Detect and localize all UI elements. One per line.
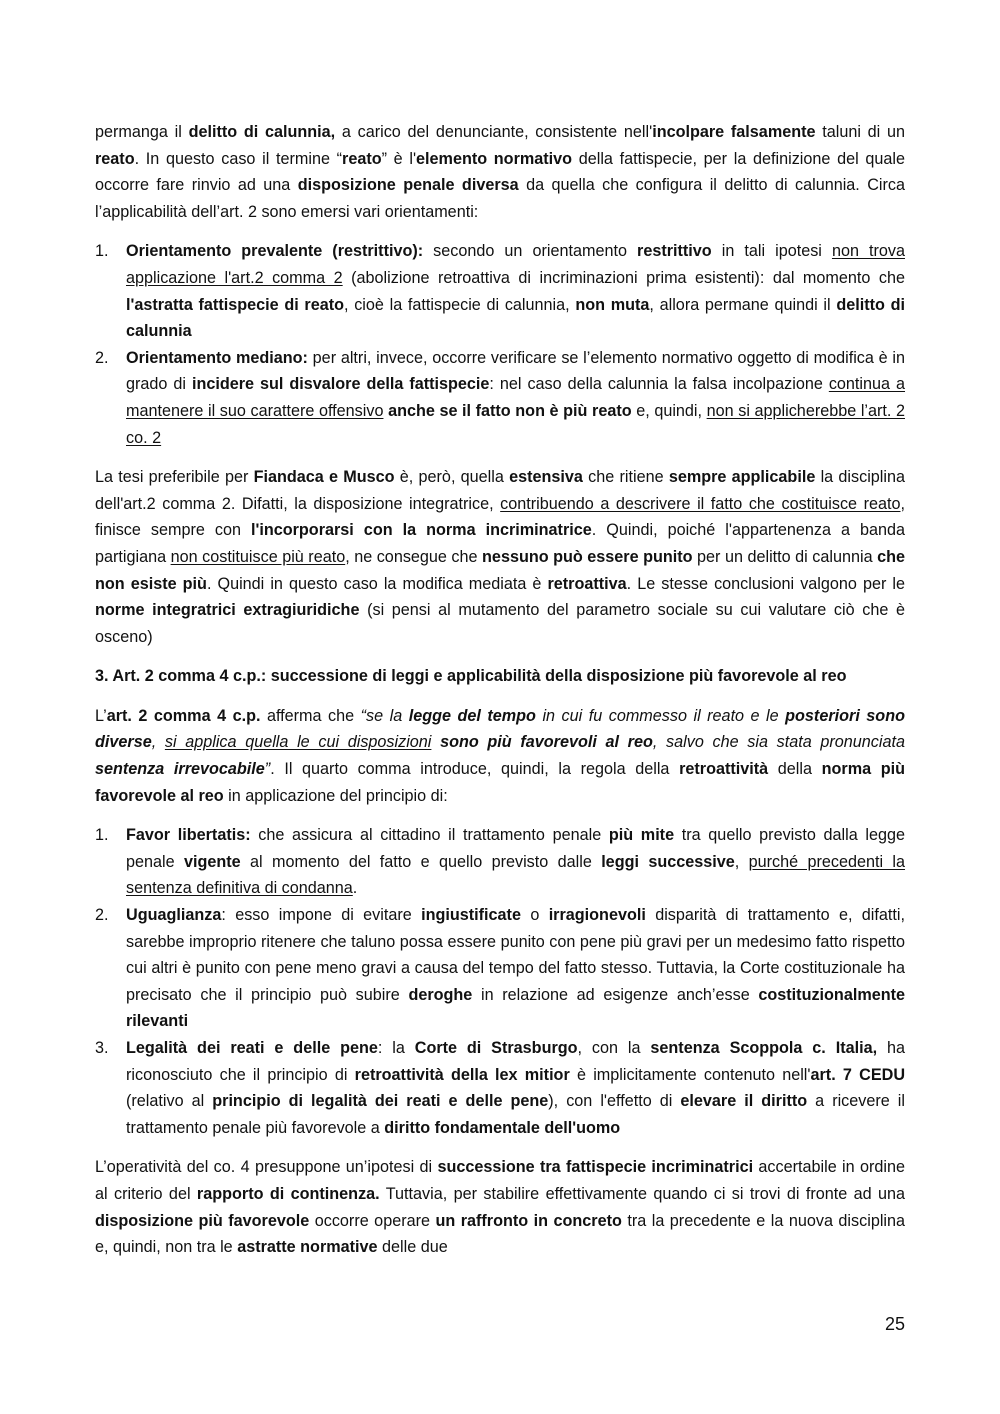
text-run: a carico del denunciante, consistente nell' — [335, 123, 653, 141]
bold-text: Corte di Strasburgo — [414, 1039, 578, 1057]
orientamenti-list — [95, 238, 905, 451]
bold-text: vigente — [183, 852, 241, 871]
paragraph-operativita — [95, 1154, 905, 1260]
text-run: (abolizione retroattiva di incriminazioni prima esistenti): dal momento che — [342, 268, 906, 287]
text-run: , con la — [577, 1039, 651, 1057]
bold-text: Fiandaca e Musco — [253, 468, 395, 487]
underlined-text: non costituisce più reato — [170, 547, 346, 566]
bold-text: elevare il diritto — [680, 1092, 808, 1111]
text-run: della fattispecie, per la definizione del quale occorre fare rinvio ad una — [95, 149, 905, 195]
bold-text: norme integratrici extragiuridiche — [95, 601, 360, 620]
principi-list — [95, 822, 905, 1141]
text-run: . — [352, 879, 358, 898]
text-run: Tuttavia, per stabilire effettivamente quando ci si trovi di fronte ad una — [379, 1184, 906, 1203]
bold-text: Orientamento prevalente (restrittivo): — [126, 242, 424, 261]
text-run: tra quello previsto dalla legge penale — [126, 826, 905, 871]
paragraph-art2-comma4 — [95, 703, 905, 809]
bold-text: leggi successive — [601, 852, 735, 871]
italic-text: , salvo che sia stata pronunciata — [652, 733, 906, 752]
text-run: L’ — [95, 706, 107, 725]
text-run: (si pensi al mutamento del parametro sociale su cui valutare ciò che è osceno) — [95, 601, 906, 646]
italic-underlined-text: si applica quella le cui disposizioni — [164, 733, 432, 752]
list-number: 2. — [95, 348, 109, 367]
list-item — [95, 902, 905, 1035]
bold-text: incolpare falsamente — [652, 123, 816, 141]
text-run: in relazione ad esigenze anch’esse — [472, 985, 759, 1004]
text-run: : nel caso della calunnia la falsa incolpazione — [489, 375, 829, 394]
bold-text: ingiustificate — [421, 906, 521, 925]
page-number: 25 — [884, 1314, 905, 1334]
list-item — [95, 1035, 905, 1141]
text-run: è, però, quella — [394, 468, 510, 487]
bold-text: sentenza Scoppola c. Italia, — [650, 1039, 878, 1057]
underlined-text: non trova applicazione l'art.2 comma 2 — [126, 242, 905, 287]
list-number: 3. — [95, 1039, 109, 1057]
text-run: disparità di trattamento e, difatti, sarebbe improprio ritenere che taluno possa essere punito con pene più gravi per un medesimo fatto rispetto cui altri è punito con pene meno gravi a causa del tempo del fatto stesso. Tuttavia, la Corte costituzionale ha precisato che il principio può subire — [126, 906, 905, 1004]
bold-text: che non esiste più — [95, 547, 905, 593]
text-run: per un delitto di calunnia — [692, 547, 878, 566]
bold-text: successione tra fattispecie incriminatrici — [437, 1158, 754, 1177]
bold-text: delitto di calunnia, — [188, 123, 336, 141]
bold-text: rapporto di continenza. — [196, 1184, 380, 1203]
text-run: ), con l'effetto di — [548, 1092, 681, 1111]
underlined-text: continua a mantenere il suo carattere offensivo — [126, 375, 906, 420]
bold-text: norma più favorevole al reo — [95, 760, 906, 805]
underlined-text: non si applicherebbe l’art. 2 co. 2 — [126, 401, 905, 447]
text-run: , cioè la fattispecie di calunnia, — [344, 295, 576, 314]
text-run: La tesi preferibile per — [95, 468, 254, 487]
paragraph-tesi-preferibile — [95, 464, 905, 650]
bold-text: più mite — [608, 826, 675, 845]
bold-text: elemento normativo — [416, 149, 573, 168]
bold-text: disposizione penale diversa — [297, 176, 519, 195]
text-run: occorre operare — [309, 1211, 436, 1230]
list-item — [95, 238, 905, 344]
page-body — [95, 119, 905, 1261]
text-run: accertabile in ordine al criterio del — [95, 1158, 905, 1203]
underlined-text: purché precedenti la sentenza definitiva di condanna — [126, 852, 906, 898]
bold-text: deroghe — [408, 985, 473, 1004]
text-run: secondo un orientamento — [423, 242, 638, 261]
text-run: al momento del fatto e quello previsto dalle — [240, 852, 602, 871]
bold-text: irragionevoli — [548, 906, 646, 925]
list-number: 2. — [95, 906, 109, 925]
bold-text: costituzionalmente rilevanti — [126, 985, 905, 1031]
bold-text: principio di legalità dei reati e delle pene — [212, 1092, 549, 1111]
text-run: permanga il — [95, 123, 189, 141]
text-run: . Quindi, poiché l'appartenenza a banda partigiana — [95, 521, 906, 566]
bold-italic-text: sentenza irrevocabile — [95, 760, 265, 779]
italic-text: in cui fu commesso il reato e le — [535, 706, 786, 725]
text-run: . In questo caso il termine “ — [134, 149, 343, 168]
bold-text: sempre applicabile — [668, 468, 816, 487]
bold-text: art. 2 comma 4 c.p. — [106, 706, 261, 725]
text-run: . Le stesse conclusioni valgono per le — [626, 574, 905, 593]
italic-text: “se la — [360, 706, 409, 725]
list-number: 1. — [95, 826, 109, 845]
text-run: per altri, invece, occorre verificare se l’elemento normativo oggetto di modifica è in grado di — [126, 348, 905, 394]
bold-text: retroattività della lex mitior — [354, 1065, 570, 1084]
bold-text: estensiva — [509, 468, 583, 487]
text-run: da quella che configura il delitto di calunnia. Circa l’applicabilità dell’art. 2 sono emersi vari orientamenti: — [95, 176, 906, 221]
text-run: in tali ipotesi — [711, 242, 832, 261]
underlined-text: contribuendo a descrivere il fatto che costituisce reato — [500, 494, 901, 513]
bold-text: diritto fondamentale dell'uomo — [384, 1118, 621, 1137]
list-item — [95, 345, 905, 451]
text-run: (relativo al — [126, 1092, 213, 1111]
text-run: della — [768, 760, 822, 779]
text-run: ha riconosciuto che il principio di — [126, 1039, 905, 1084]
bold-italic-text: posteriori sono diverse — [95, 706, 905, 752]
bold-text: l'incorporarsi con la norma incriminatrice — [251, 521, 592, 540]
bold-text: Legalità dei reati e delle pene — [126, 1039, 378, 1057]
bold-text: retroattiva — [547, 574, 627, 593]
bold-text: l'astratta fattispecie di reato — [126, 295, 344, 314]
bold-text: disposizione più favorevole — [95, 1211, 310, 1230]
text-run: , allora permane quindi il — [649, 295, 837, 314]
bold-text: art. 7 CEDU — [810, 1065, 906, 1084]
bold-text: Favor libertatis: — [126, 826, 251, 845]
text-run: o — [520, 906, 549, 925]
text-run: delle due — [377, 1238, 448, 1257]
bold-italic-text: sono più favorevoli al reo — [440, 733, 653, 752]
bold-text: astratte normative — [237, 1238, 378, 1257]
text-run: , ne consegue che — [345, 547, 483, 566]
text-run: che ritiene — [582, 468, 669, 487]
text-run: , — [734, 852, 749, 871]
text-run: : esso impone di evitare — [221, 906, 422, 925]
text-run: . Il quarto comma introduce, quindi, la regola della — [270, 760, 680, 779]
text-run: e, quindi, — [631, 401, 707, 420]
bold-text: incidere sul disvalore della fattispecie — [191, 375, 490, 394]
text-run: tra la precedente e la nuova disciplina e, quindi, non tra le — [95, 1211, 906, 1257]
section-heading: 3. Art. 2 comma 4 c.p.: successione di leggi e applicabilità della disposizione più favorevole al reo — [95, 667, 847, 686]
list-number: 1. — [95, 242, 109, 261]
text-run: è implicitamente contenuto nell' — [569, 1065, 811, 1084]
list-item — [95, 822, 905, 902]
text-run: che assicura al cittadino il trattamento penale — [250, 826, 609, 845]
text-run: ” è l' — [381, 149, 417, 168]
bold-text: restrittivo — [637, 242, 712, 261]
text-run: a ricevere il trattamento penale più favorevole a — [126, 1092, 906, 1137]
text-run: L’operatività del co. 4 presuppone un’ipotesi di — [95, 1158, 438, 1177]
text-run: taluni di un — [815, 123, 906, 141]
bold-text: nessuno può essere punito — [482, 547, 693, 566]
bold-italic-text: legge del tempo — [408, 706, 536, 725]
text-run: in applicazione del principio di: — [223, 786, 448, 805]
bold-text: reato — [95, 149, 135, 168]
text-run: , finisce sempre con — [95, 494, 905, 540]
italic-text: , — [151, 733, 165, 752]
italic-text: ” — [264, 760, 271, 779]
bold-text: retroattività — [679, 760, 769, 779]
bold-text: non muta — [575, 295, 650, 314]
text-run: afferma che — [260, 706, 361, 725]
bold-text: Uguaglianza — [126, 906, 222, 925]
bold-text: un raffronto in concreto — [435, 1211, 622, 1230]
paragraph-calunnia — [95, 119, 905, 225]
bold-text: delitto di calunnia — [126, 295, 905, 341]
bold-text: anche se il fatto non è più reato — [388, 401, 632, 420]
bold-text: reato — [342, 149, 382, 168]
text-run: la disciplina dell'art.2 comma 2. Difatti, la disposizione integratrice, — [95, 468, 905, 513]
text-run: . Quindi in questo caso la modifica mediata è — [206, 574, 548, 593]
italic-text — [431, 733, 440, 751]
text-run: : la — [377, 1039, 415, 1057]
bold-text: Orientamento mediano: — [126, 348, 308, 367]
